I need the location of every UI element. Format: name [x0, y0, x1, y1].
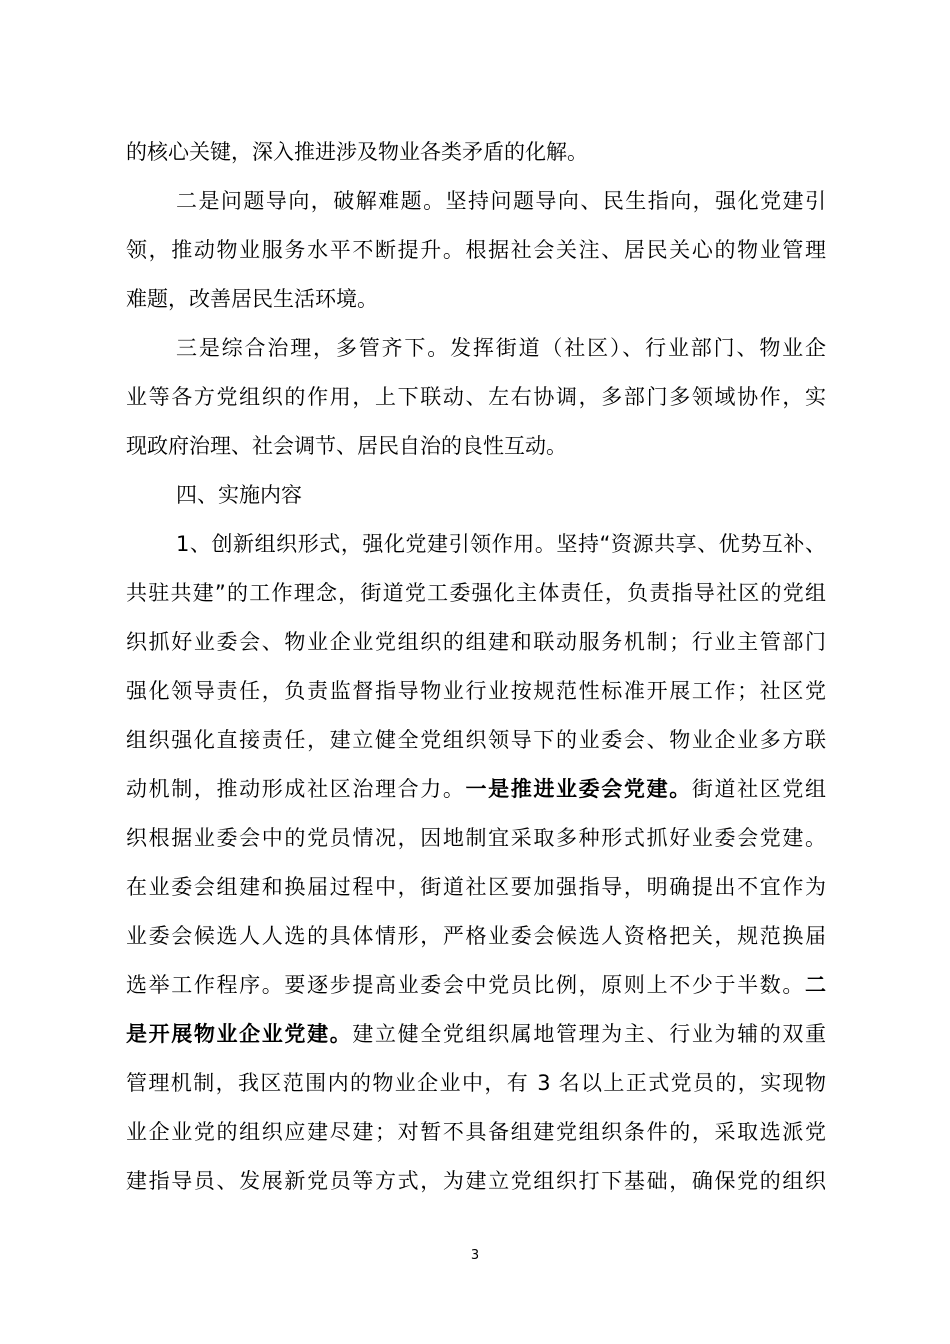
page-number: 3: [470, 1248, 480, 1263]
text-line: 织根据业委会中的党员情况，因地制宜采取多种形式抓好业委会党建。: [126, 826, 826, 850]
text-line: 织抓好业委会、物业企业党组织的组建和联动服务机制；行业主管部门: [126, 630, 826, 654]
text-line: 业等各方党组织的作用，上下联动、左右协调，多部门多领域协作，实: [126, 385, 826, 409]
text-line: 管理机制，我区范围内的物业企业中，有 3 名以上正式党员的，实现物: [126, 1071, 826, 1095]
text-line: 强化领导责任，负责监督指导物业行业按规范性标准开展工作；社区党: [126, 679, 826, 703]
bold-phrase: 一是推进业委会党建。: [465, 777, 692, 801]
text-line: 领，推动物业服务水平不断提升。根据社会关注、居民关心的物业管理: [126, 238, 826, 262]
text-line: 在业委会组建和换届过程中，街道社区要加强指导，明确提出不宜作为: [126, 875, 826, 899]
section-heading: 四、实施内容: [176, 483, 302, 507]
text-line: 难题，改善居民生活环境。: [126, 287, 378, 311]
text-line: 的核心关键，深入推进涉及物业各类矛盾的化解。: [126, 140, 588, 164]
paragraph-comprehensive-governance: 三是综合治理，多管齐下。发挥街道（社区）、行业部门、物业企: [176, 336, 826, 360]
text-line: 现政府治理、社会调节、居民自治的良性互动。: [126, 434, 567, 458]
paragraph-problem-oriented: 二是问题导向，破解难题。坚持问题导向、民生指向，强化党建引: [176, 189, 826, 213]
text-line: 是开展物业企业党建。建立健全党组织属地管理为主、行业为辅的双重: [126, 1022, 827, 1046]
text-line: 动机制，推动形成社区治理合力。一是推进业委会党建。街道社区党组: [126, 777, 827, 801]
text-line: 业企业党的组织应建尽建；对暂不具备组建党组织条件的，采取选派党: [126, 1120, 826, 1144]
text-line: 建指导员、发展新党员等方式，为建立党组织打下基础，确保党的组织: [126, 1169, 826, 1193]
text-line: 选举工作程序。要逐步提高业委会中党员比例，原则上不少于半数。二: [126, 973, 826, 997]
text-line: 组织强化直接责任，建立健全党组织领导下的业委会、物业企业多方联: [126, 728, 826, 752]
text-line: 业委会候选人人选的具体情形，严格业委会候选人资格把关，规范换届: [126, 924, 826, 948]
bold-phrase: 二: [805, 973, 826, 997]
text-line: 共驻共建”的工作理念，街道党工委强化主体责任，负责指导社区的党组: [126, 581, 826, 605]
body-text: [126, 128, 826, 1206]
paragraph-organization-form: 1、创新组织形式，强化党建引领作用。坚持“资源共享、优势互补、: [176, 532, 826, 556]
bold-phrase: 是开展物业企业党建。: [126, 1022, 353, 1046]
